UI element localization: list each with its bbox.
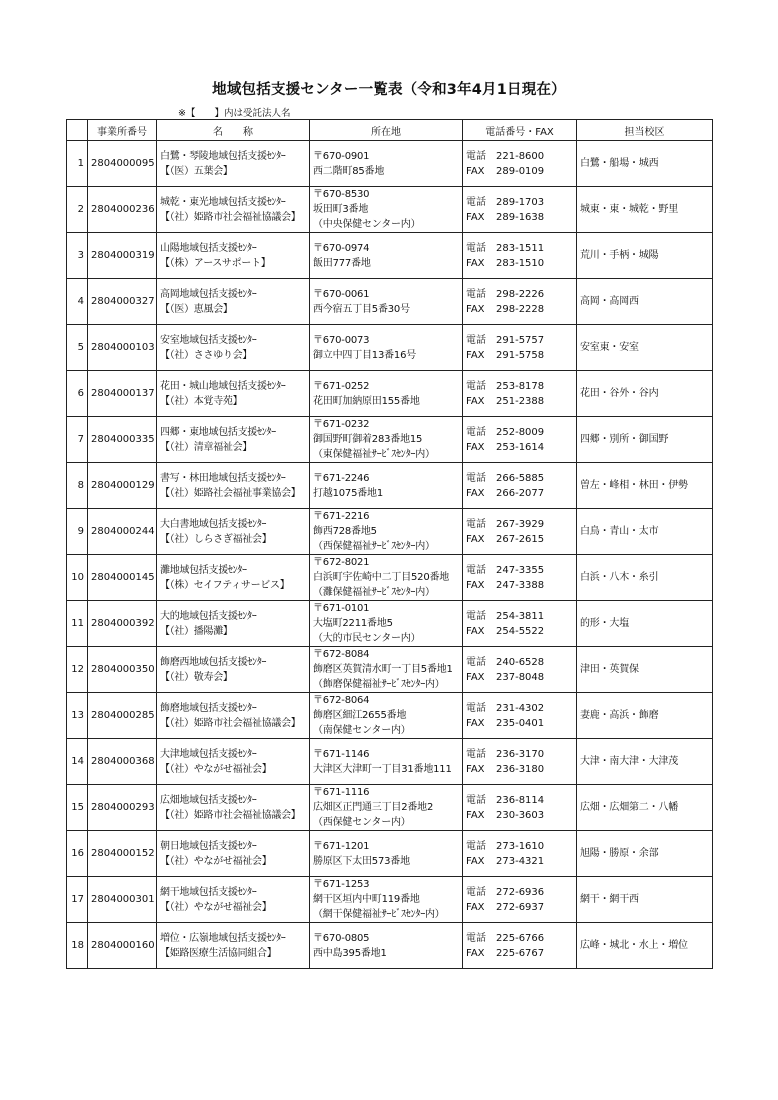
office-code: 2804000244 xyxy=(88,509,157,555)
school-district: 安室東・安室 xyxy=(577,325,713,371)
fax-number: 267-2615 xyxy=(496,533,545,545)
fax-label: FAX xyxy=(466,671,485,683)
center-name-cell xyxy=(157,831,310,877)
fax-number: 273-4321 xyxy=(496,855,545,867)
center-name: 大的地域包括支援ｾﾝﾀｰ xyxy=(160,610,257,622)
address: 西二階町85番地 xyxy=(313,165,385,177)
postal-code: 〒670-0974 xyxy=(313,242,370,254)
postal-code: 〒672-8021 xyxy=(313,557,370,568)
school-district: 広峰・城北・水上・増位 xyxy=(577,923,713,969)
fax-number: 266-2077 xyxy=(496,487,545,499)
center-name-cell xyxy=(157,325,310,371)
center-name: 広畑地域包括支援ｾﾝﾀｰ xyxy=(160,794,257,806)
school-district: 旭陽・勝原・余部 xyxy=(577,831,713,877)
fax-number: 289-0109 xyxy=(496,165,545,177)
postal-code: 〒670-0061 xyxy=(313,288,370,300)
office-code: 2804000103 xyxy=(88,325,157,371)
table-row xyxy=(67,647,713,693)
phone-fax-cell xyxy=(463,693,577,739)
fax-number: 289-1638 xyxy=(496,211,545,223)
office-code: 2804000368 xyxy=(88,739,157,785)
tel-number: 221-8600 xyxy=(496,150,545,162)
center-name-cell xyxy=(157,509,310,555)
page-title: 地域包括支援センター一覧表（令和3年4月1日現在） xyxy=(212,82,566,98)
school-district: 妻鹿・高浜・飾磨 xyxy=(577,693,713,739)
fax-label: FAX xyxy=(466,717,485,729)
phone-fax-cell xyxy=(463,463,577,509)
office-code: 2804000327 xyxy=(88,279,157,325)
tel-label: 電話 xyxy=(466,288,486,300)
fax-number: 283-1510 xyxy=(496,257,545,269)
address-cell xyxy=(310,463,463,509)
address: 大塩町2211番地5 xyxy=(313,618,393,629)
school-district: 白鷺・船場・城西 xyxy=(577,141,713,187)
center-name-cell xyxy=(157,279,310,325)
center-name-cell xyxy=(157,923,310,969)
row-number: 14 xyxy=(67,739,88,785)
postal-code: 〒670-8530 xyxy=(313,189,370,200)
fax-label: FAX xyxy=(466,763,485,775)
table-row xyxy=(67,463,713,509)
tel-label: 電話 xyxy=(466,748,486,760)
fax-label: FAX xyxy=(466,395,485,407)
address-note: （南保健センター内） xyxy=(313,725,411,736)
row-number: 12 xyxy=(67,647,88,693)
operator-name: 【（社）清章福祉会】 xyxy=(160,441,252,453)
fax-number: 251-2388 xyxy=(496,395,545,407)
center-name: 増位・広嶺地域包括支援ｾﾝﾀｰ xyxy=(160,932,286,944)
school-district: 白浜・八木・糸引 xyxy=(577,555,713,601)
operator-name: 【（社）やながせ福祉会】 xyxy=(160,855,272,867)
school-district: 花田・谷外・谷内 xyxy=(577,371,713,417)
operator-name: 【（株）セイフティサービス】 xyxy=(160,579,290,591)
fax-label: FAX xyxy=(466,303,485,315)
table-row xyxy=(67,141,713,187)
tel-label: 電話 xyxy=(466,380,486,392)
tel-number: 272-6936 xyxy=(496,886,545,898)
tel-number: 283-1511 xyxy=(496,242,545,254)
center-name-cell xyxy=(157,555,310,601)
row-number: 3 xyxy=(67,233,88,279)
postal-code: 〒671-1253 xyxy=(313,879,370,890)
row-number: 11 xyxy=(67,601,88,647)
address: 西今宿五丁目5番30号 xyxy=(313,303,410,315)
operator-name: 【（社）姫路社会福祉事業協会】 xyxy=(160,487,301,499)
note-text: ※【 】内は受託法人名 xyxy=(178,108,291,119)
office-code: 2804000392 xyxy=(88,601,157,647)
address: 御国野町御着283番地15 xyxy=(313,434,423,445)
fax-label: FAX xyxy=(466,211,485,223)
center-name: 高岡地域包括支援ｾﾝﾀｰ xyxy=(160,288,257,300)
fax-number: 291-5758 xyxy=(496,349,545,361)
tel-number: 240-6528 xyxy=(496,656,545,668)
phone-fax-cell xyxy=(463,141,577,187)
address: 網干区垣内中町119番地 xyxy=(313,894,420,905)
office-code: 2804000285 xyxy=(88,693,157,739)
phone-fax-cell xyxy=(463,555,577,601)
center-name: 花田・城山地域包括支援ｾﾝﾀｰ xyxy=(160,380,286,392)
center-name-cell xyxy=(157,417,310,463)
phone-fax-cell xyxy=(463,601,577,647)
school-district: 津田・英賀保 xyxy=(577,647,713,693)
address-note: （大的市民センター内） xyxy=(313,633,421,644)
office-code: 2804000319 xyxy=(88,233,157,279)
address: 花田町加納原田155番地 xyxy=(313,395,420,407)
phone-fax-cell xyxy=(463,877,577,923)
address-cell xyxy=(310,233,463,279)
operator-name: 【（社）姫路市社会福祉協議会】 xyxy=(160,809,301,821)
fax-label: FAX xyxy=(466,441,485,453)
phone-fax-cell xyxy=(463,233,577,279)
tel-number: 253-8178 xyxy=(496,380,545,392)
address: 飾磨区細江2655番地 xyxy=(313,710,407,721)
table-row xyxy=(67,785,713,831)
school-district: 白鳥・青山・太市 xyxy=(577,509,713,555)
address-cell xyxy=(310,279,463,325)
tel-number: 266-5885 xyxy=(496,472,545,484)
table-row xyxy=(67,923,713,969)
fax-label: FAX xyxy=(466,625,485,637)
operator-name: 【（社）やながせ福祉会】 xyxy=(160,763,272,775)
address: 飾磨区英賀清水町一丁目5番地1 xyxy=(313,664,453,675)
school-district: 大津・南大津・大津茂 xyxy=(577,739,713,785)
center-name-cell xyxy=(157,785,310,831)
school-district: 高岡・高岡西 xyxy=(577,279,713,325)
address-cell xyxy=(310,509,463,555)
phone-fax-cell xyxy=(463,923,577,969)
operator-name: 【（社）姫路市社会福祉協議会】 xyxy=(160,211,301,223)
operator-name: 【（社）播陽灘】 xyxy=(160,625,233,637)
address-cell xyxy=(310,187,463,233)
tel-number: 247-3355 xyxy=(496,564,545,576)
tel-number: 236-8114 xyxy=(496,794,545,806)
tel-number: 231-4302 xyxy=(496,702,545,714)
postal-code: 〒671-0232 xyxy=(313,419,370,430)
row-number: 8 xyxy=(67,463,88,509)
address-cell xyxy=(310,647,463,693)
address-cell xyxy=(310,923,463,969)
address: 大津区大津町一丁目31番地111 xyxy=(313,763,452,775)
phone-fax-cell xyxy=(463,417,577,463)
tel-number: 254-3811 xyxy=(496,610,545,622)
fax-number: 254-5522 xyxy=(496,625,545,637)
address-note: （灘保健福祉ｻｰﾋﾞｽｾﾝﾀｰ内） xyxy=(313,587,435,598)
center-name: 大津地域包括支援ｾﾝﾀｰ xyxy=(160,748,257,760)
table-row xyxy=(67,555,713,601)
office-code: 2804000152 xyxy=(88,831,157,877)
fax-number: 298-2228 xyxy=(496,303,545,315)
address-cell xyxy=(310,785,463,831)
tel-label: 電話 xyxy=(466,150,486,162)
center-list-table xyxy=(66,119,713,969)
phone-fax-cell xyxy=(463,187,577,233)
fax-label: FAX xyxy=(466,855,485,867)
phone-fax-cell xyxy=(463,371,577,417)
office-code: 2804000301 xyxy=(88,877,157,923)
row-number: 4 xyxy=(67,279,88,325)
table-row xyxy=(67,371,713,417)
phone-fax-cell xyxy=(463,785,577,831)
address: 打越1075番地1 xyxy=(313,487,384,499)
office-code: 2804000236 xyxy=(88,187,157,233)
operator-name: 【（株）アースサポート】 xyxy=(160,257,271,269)
tel-label: 電話 xyxy=(466,794,486,806)
table-row xyxy=(67,601,713,647)
phone-fax-cell xyxy=(463,279,577,325)
tel-label: 電話 xyxy=(466,932,486,944)
center-name-cell xyxy=(157,647,310,693)
operator-name: 【（社）ささゆり会】 xyxy=(160,349,252,361)
address: 坂田町3番地 xyxy=(313,204,369,215)
row-number: 13 xyxy=(67,693,88,739)
center-name-cell xyxy=(157,187,310,233)
header-name: 名 称 xyxy=(157,120,310,141)
row-number: 18 xyxy=(67,923,88,969)
tel-label: 電話 xyxy=(466,334,486,346)
fax-number: 237-8048 xyxy=(496,671,545,683)
center-name: 安室地域包括支援ｾﾝﾀｰ xyxy=(160,334,257,346)
header-tel: 電話番号・FAX xyxy=(463,120,577,141)
address-cell xyxy=(310,601,463,647)
table-row xyxy=(67,739,713,785)
table-row xyxy=(67,509,713,555)
fax-label: FAX xyxy=(466,947,485,959)
tel-number: 291-5757 xyxy=(496,334,545,346)
table-row xyxy=(67,831,713,877)
postal-code: 〒671-0252 xyxy=(313,380,370,392)
phone-fax-cell xyxy=(463,739,577,785)
tel-label: 電話 xyxy=(466,426,486,438)
center-name: 灘地域包括支援ｾﾝﾀｰ xyxy=(160,564,247,576)
center-name-cell xyxy=(157,233,310,279)
row-number: 6 xyxy=(67,371,88,417)
phone-fax-cell xyxy=(463,647,577,693)
postal-code: 〒671-0101 xyxy=(313,603,370,614)
table-row xyxy=(67,233,713,279)
postal-code: 〒671-2216 xyxy=(313,511,370,522)
row-number: 5 xyxy=(67,325,88,371)
row-number: 17 xyxy=(67,877,88,923)
row-number: 15 xyxy=(67,785,88,831)
fax-number: 247-3388 xyxy=(496,579,545,591)
center-name-cell xyxy=(157,141,310,187)
address-cell xyxy=(310,417,463,463)
fax-number: 235-0401 xyxy=(496,717,545,729)
header-no xyxy=(67,120,88,141)
table-row xyxy=(67,877,713,923)
address: 飾西728番地5 xyxy=(313,526,377,537)
row-number: 1 xyxy=(67,141,88,187)
tel-label: 電話 xyxy=(466,656,486,668)
address: 西中島395番地1 xyxy=(313,947,387,959)
postal-code: 〒671-1116 xyxy=(313,787,370,798)
tel-label: 電話 xyxy=(466,886,486,898)
address-note: （西保健センター内） xyxy=(313,817,411,828)
tel-label: 電話 xyxy=(466,610,486,622)
address-note: （西保健福祉ｻｰﾋﾞｽｾﾝﾀｰ内） xyxy=(313,541,435,552)
center-name: 四郷・東地域包括支援ｾﾝﾀｰ xyxy=(160,426,276,438)
center-name: 飾磨地域包括支援ｾﾝﾀｰ xyxy=(160,702,257,714)
postal-code: 〒670-0805 xyxy=(313,932,370,944)
office-code: 2804000335 xyxy=(88,417,157,463)
office-code: 2804000160 xyxy=(88,923,157,969)
address-cell xyxy=(310,371,463,417)
fax-label: FAX xyxy=(466,533,485,545)
tel-number: 225-6766 xyxy=(496,932,545,944)
tel-label: 電話 xyxy=(466,518,486,530)
center-name: 白鷺・琴陵地域包括支援ｾﾝﾀｰ xyxy=(160,150,286,162)
address-cell xyxy=(310,739,463,785)
phone-fax-cell xyxy=(463,325,577,371)
office-code: 2804000350 xyxy=(88,647,157,693)
center-name-cell xyxy=(157,877,310,923)
operator-name: 【（社）しらさぎ福祉会】 xyxy=(160,533,272,545)
header-school: 担当校区 xyxy=(577,120,713,141)
postal-code: 〒671-1146 xyxy=(313,748,370,760)
postal-code: 〒671-2246 xyxy=(313,472,370,484)
office-code: 2804000129 xyxy=(88,463,157,509)
address-note: （網干保健福祉ｻｰﾋﾞｽｾﾝﾀｰ内） xyxy=(313,909,445,920)
school-district: 曽左・峰相・林田・伊勢 xyxy=(577,463,713,509)
office-code: 2804000293 xyxy=(88,785,157,831)
address: 白浜町宇佐崎中二丁目520番地 xyxy=(313,572,450,583)
center-name-cell xyxy=(157,371,310,417)
address-cell xyxy=(310,555,463,601)
center-name: 山陽地域包括支援ｾﾝﾀｰ xyxy=(160,242,257,254)
address-cell xyxy=(310,831,463,877)
tel-number: 273-1610 xyxy=(496,840,545,852)
tel-label: 電話 xyxy=(466,702,486,714)
school-district: 城東・東・城乾・野里 xyxy=(577,187,713,233)
office-code: 2804000145 xyxy=(88,555,157,601)
row-number: 10 xyxy=(67,555,88,601)
operator-name: 【（社）敬寿会】 xyxy=(160,671,233,683)
table-row xyxy=(67,279,713,325)
operator-name: 【（社）本覚寺苑】 xyxy=(160,395,243,407)
table-row xyxy=(67,325,713,371)
table-row xyxy=(67,187,713,233)
tel-label: 電話 xyxy=(466,242,486,254)
address-note: （東保健福祉ｻｰﾋﾞｽｾﾝﾀｰ内） xyxy=(313,449,435,460)
tel-number: 289-1703 xyxy=(496,196,545,208)
operator-name: 【（医）五葉会】 xyxy=(160,165,233,177)
table-row xyxy=(67,693,713,739)
row-number: 2 xyxy=(67,187,88,233)
postal-code: 〒670-0073 xyxy=(313,334,370,346)
center-name: 大白書地域包括支援ｾﾝﾀｰ xyxy=(160,518,267,530)
tel-number: 252-8009 xyxy=(496,426,545,438)
fax-label: FAX xyxy=(466,257,485,269)
tel-label: 電話 xyxy=(466,564,486,576)
operator-name: 【姫路医療生活協同組合】 xyxy=(160,947,277,959)
center-name: 網干地域包括支援ｾﾝﾀｰ xyxy=(160,886,257,898)
row-number: 16 xyxy=(67,831,88,877)
center-name-cell xyxy=(157,601,310,647)
center-name: 朝日地域包括支援ｾﾝﾀｰ xyxy=(160,840,257,852)
postal-code: 〒671-1201 xyxy=(313,840,370,852)
postal-code: 〒670-0901 xyxy=(313,150,370,162)
address-cell xyxy=(310,141,463,187)
header-code: 事業所番号 xyxy=(88,120,157,141)
address-cell xyxy=(310,877,463,923)
tel-number: 267-3929 xyxy=(496,518,545,530)
address: 広畑区正門通三丁目2番地2 xyxy=(313,802,434,813)
address: 勝原区下太田573番地 xyxy=(313,855,410,867)
address-cell xyxy=(310,325,463,371)
fax-label: FAX xyxy=(466,165,485,177)
school-district: 四郷・別所・御国野 xyxy=(577,417,713,463)
center-name-cell xyxy=(157,463,310,509)
center-name-cell xyxy=(157,693,310,739)
fax-number: 230-3603 xyxy=(496,809,545,821)
center-name: 城乾・東光地域包括支援ｾﾝﾀｰ xyxy=(160,196,286,208)
tel-label: 電話 xyxy=(466,840,486,852)
fax-label: FAX xyxy=(466,487,485,499)
fax-label: FAX xyxy=(466,579,485,591)
center-name: 書写・林田地域包括支援ｾﾝﾀｰ xyxy=(160,472,286,484)
address: 飯田777番地 xyxy=(313,257,371,269)
school-district: 荒川・手柄・城陽 xyxy=(577,233,713,279)
address-cell xyxy=(310,693,463,739)
operator-name: 【（医）恵風会】 xyxy=(160,303,233,315)
row-number: 9 xyxy=(67,509,88,555)
fax-number: 253-1614 xyxy=(496,441,545,453)
phone-fax-cell xyxy=(463,831,577,877)
center-name: 飾磨西地域包括支援ｾﾝﾀｰ xyxy=(160,656,267,668)
address-note: （中央保健センター内） xyxy=(313,219,421,230)
tel-label: 電話 xyxy=(466,472,486,484)
tel-number: 236-3170 xyxy=(496,748,545,760)
fax-number: 236-3180 xyxy=(496,763,545,775)
school-district: 広畑・広畑第二・八幡 xyxy=(577,785,713,831)
tel-number: 298-2226 xyxy=(496,288,545,300)
school-district: 網干・網干西 xyxy=(577,877,713,923)
fax-label: FAX xyxy=(466,901,485,913)
table-row xyxy=(67,417,713,463)
office-code: 2804000095 xyxy=(88,141,157,187)
header-address: 所在地 xyxy=(310,120,463,141)
fax-number: 225-6767 xyxy=(496,947,545,959)
address: 御立中四丁目13番16号 xyxy=(313,349,417,361)
office-code: 2804000137 xyxy=(88,371,157,417)
phone-fax-cell xyxy=(463,509,577,555)
postal-code: 〒672-8064 xyxy=(313,695,370,706)
fax-label: FAX xyxy=(466,349,485,361)
center-name-cell xyxy=(157,739,310,785)
fax-label: FAX xyxy=(466,809,485,821)
tel-label: 電話 xyxy=(466,196,486,208)
address-note: （飾磨保健福祉ｻｰﾋﾞｽｾﾝﾀｰ内） xyxy=(313,679,445,690)
row-number: 7 xyxy=(67,417,88,463)
postal-code: 〒672-8084 xyxy=(313,649,370,660)
school-district: 的形・大塩 xyxy=(577,601,713,647)
operator-name: 【（社）姫路市社会福祉協議会】 xyxy=(160,717,301,729)
operator-name: 【（社）やながせ福祉会】 xyxy=(160,901,272,913)
table-header-row xyxy=(67,120,713,141)
fax-number: 272-6937 xyxy=(496,901,545,913)
